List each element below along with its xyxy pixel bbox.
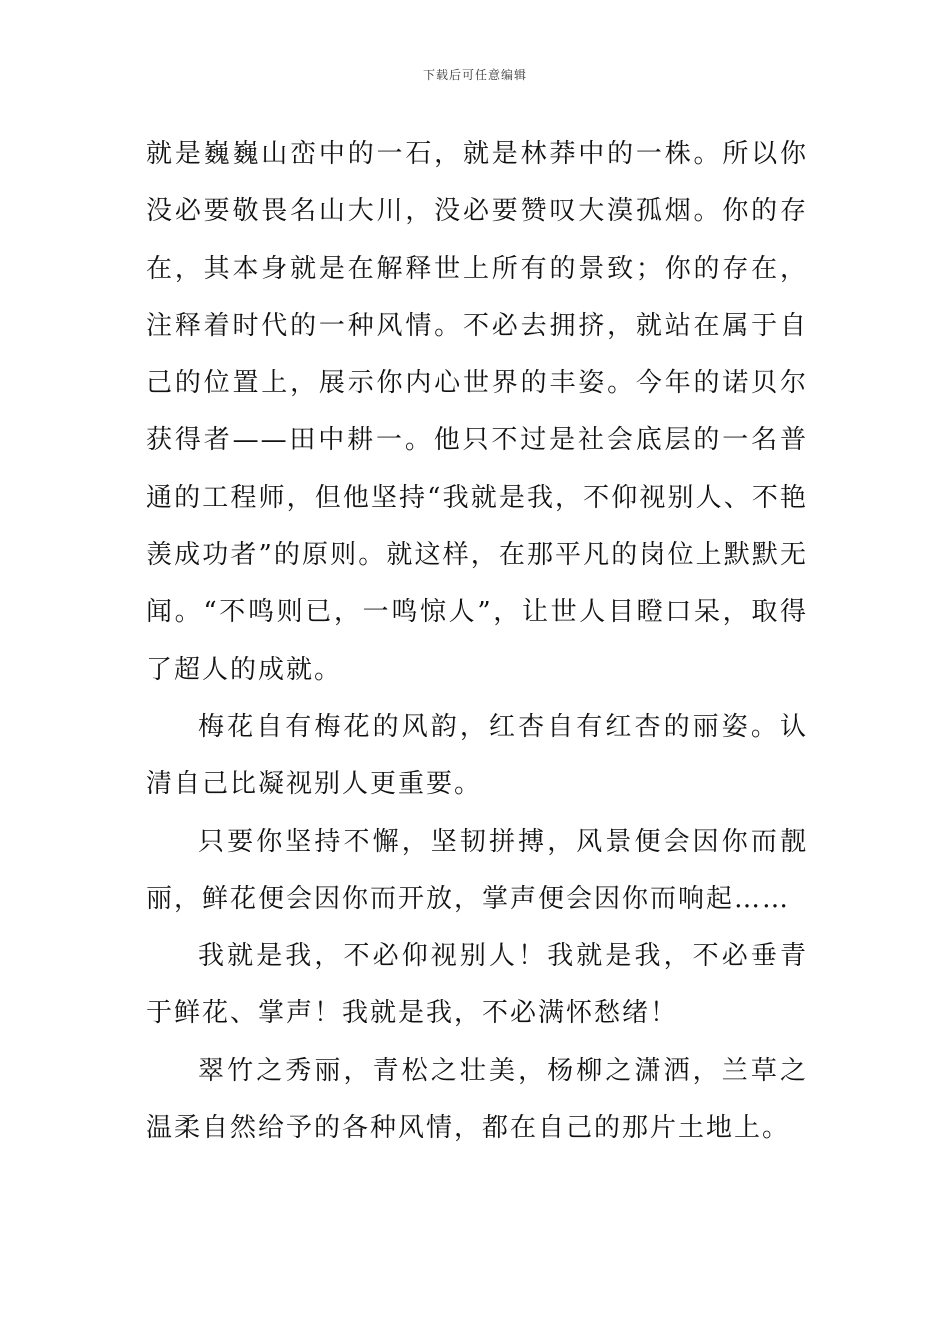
paragraph-5: 翠竹之秀丽，青松之壮美，杨柳之潇洒，兰草之温柔自然给予的各种风情，都在自己的那片土地上。 [146, 1055, 808, 1144]
paragraph-4: 我就是我，不必仰视别人！我就是我，不必垂青于鲜花、掌声！我就是我，不必满怀愁绪！ [146, 941, 808, 1029]
paragraph-1: 就是巍巍山峦中的一石，就是林莽中的一株。所以你没必要敬畏名山大川，没必要赞叹大漠孤烟。你的存在，其本身就是在解释世上所有的景致；你的存在，注释着时代的一种风情。不必去拥挤，就站在属于自己的位置上，展示你内心世界的丰姿。今年的诺贝尔获得者——田中耕一。他只不过是社会底层的一名普通的工程师，但他坚持“我就是我，不仰视别人、不艳羡成功者”的原则。就这样，在那平凡的岗位上默默无闻。“不鸣则已，一鸣惊人”，让世人目瞪口呆，取得了超人的成就。 [146, 139, 808, 685]
document-body [146, 126, 808, 1157]
page-header: 下载后可任意编辑 [422, 68, 527, 82]
paragraph-3: 只要你坚持不懈，坚韧拼搏，风景便会因你而靓丽，鲜花便会因你而开放，掌声便会因你而响起…… [146, 826, 808, 914]
paragraph-2: 梅花自有梅花的风韵，红杏自有红杏的丽姿。认清自己比凝视别人更重要。 [146, 711, 808, 800]
